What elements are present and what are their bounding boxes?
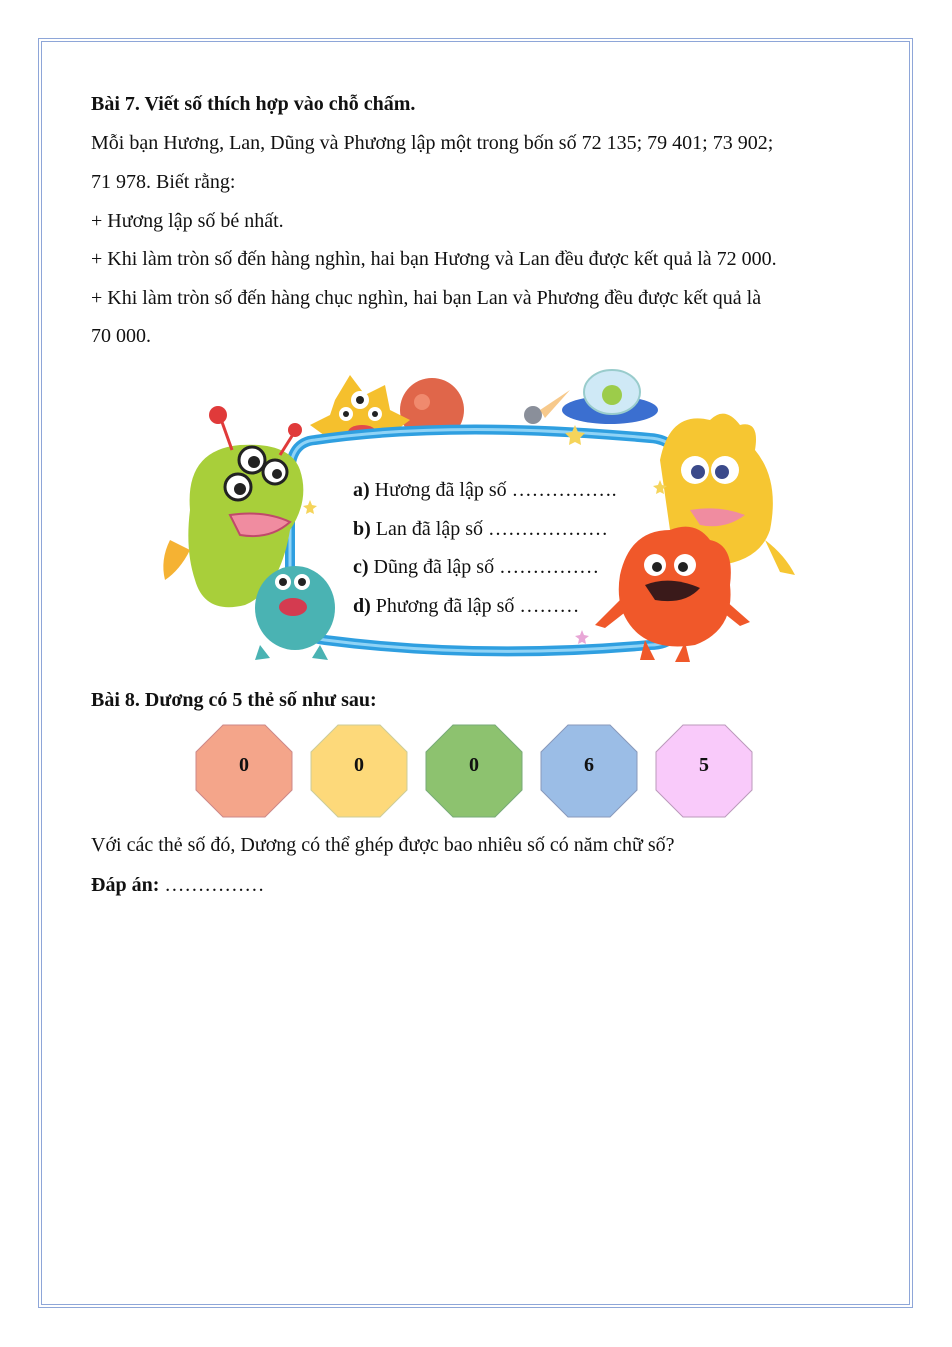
answer-text-d: Phương đã lập số ……… (370, 595, 580, 617)
bai7-intro-line1: Mỗi bạn Hương, Lan, Dũng và Phương lập một trong bốn số 72 135; 79 401; 73 902; (91, 132, 774, 154)
answer-label: Đáp án: (91, 874, 160, 896)
answer-text-c: Dũng đã lập số …………… (368, 556, 600, 578)
card-value-2: 0 (354, 753, 364, 776)
answer-letter-c: c) (353, 556, 369, 578)
number-card-1 (195, 724, 293, 818)
bai7-hint3-line2: 70 000. (91, 325, 151, 347)
monster-frame-illustration (150, 360, 800, 670)
bai7-title: Bài 7. Viết số thích hợp vào chỗ chấm. (91, 93, 416, 115)
answer-text-b: Lan đã lập số ……………… (370, 518, 608, 540)
number-card-5 (655, 724, 753, 818)
monster-scene-art (150, 360, 800, 670)
bai7-hint1: + Hương lập số bé nhất. (91, 210, 284, 232)
answer-line-b (353, 517, 608, 541)
answer-letter-d: d) (353, 595, 371, 617)
bai8-answer (91, 873, 264, 897)
bai7-hint2: + Khi làm tròn số đến hàng nghìn, hai bạn Hương và Lan đều được kết quả là 72 000. (91, 248, 777, 270)
answer-line-d (353, 594, 579, 618)
card-value-4: 6 (584, 753, 594, 776)
number-card-2 (310, 724, 408, 818)
card-value-1: 0 (239, 753, 249, 776)
bai7-hint3-line1: + Khi làm tròn số đến hàng chục nghìn, hai bạn Lan và Phương đều được kết quả là (91, 287, 762, 309)
number-card-3 (425, 724, 523, 818)
answer-text-a: Hương đã lập số ……………. (369, 479, 617, 501)
bai8-question: Với các thẻ số đó, Dương có thể ghép được bao nhiêu số có năm chữ số? (91, 834, 675, 856)
answer-letter-b: b) (353, 518, 371, 540)
bai8-title: Bài 8. Dương có 5 thẻ số như sau: (91, 689, 377, 711)
card-value-5: 5 (699, 753, 709, 776)
number-card-4 (540, 724, 638, 818)
bai7-intro-line2: 71 978. Biết rằng: (91, 171, 236, 193)
answer-line-a (353, 478, 617, 502)
card-value-3: 0 (469, 753, 479, 776)
answer-blank: …………… (159, 874, 265, 896)
answer-line-c (353, 555, 599, 579)
answer-letter-a: a) (353, 479, 370, 501)
